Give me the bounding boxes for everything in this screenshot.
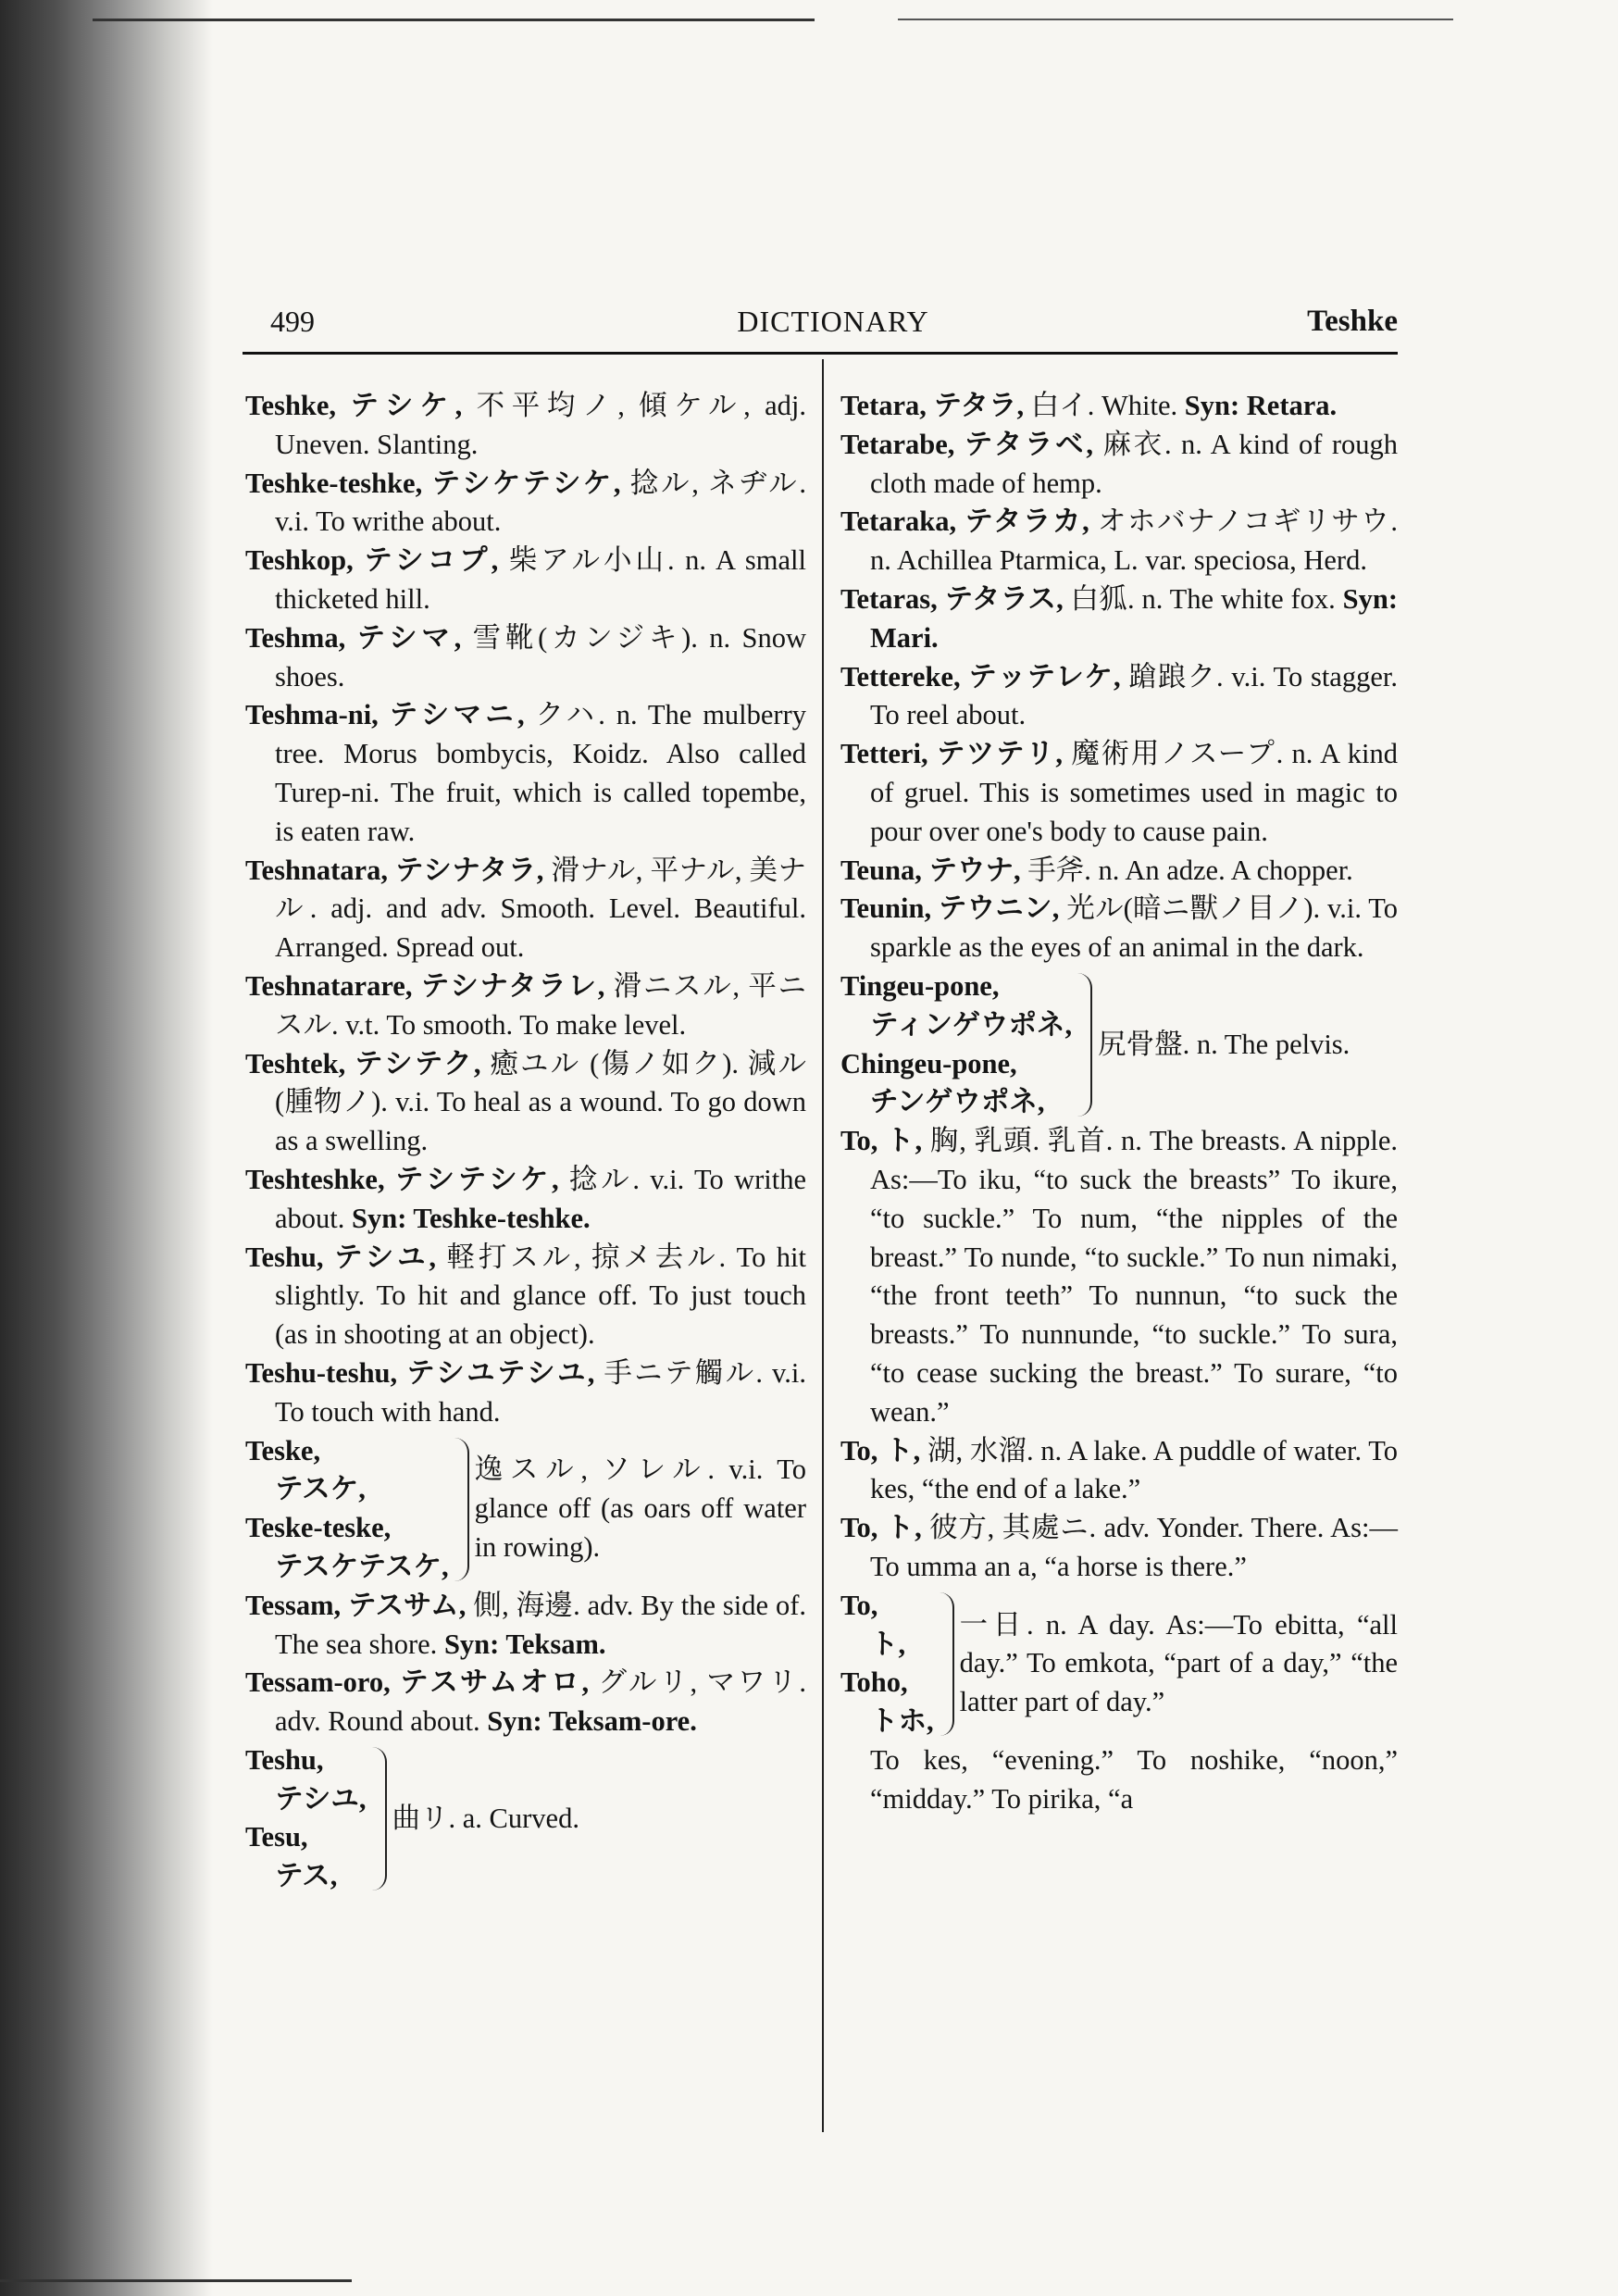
- definition: 蹌踉ク. v.i. To stagger. To reel about.: [870, 660, 1398, 731]
- headword: Tetteri, テツテリ,: [840, 738, 1064, 770]
- definition: 捻ル, ネヂル. v.i. To writhe about.: [275, 467, 806, 538]
- synonym: Teshke-teshke.: [406, 1202, 591, 1234]
- headword: To, ト,: [840, 1434, 921, 1466]
- dictionary-entry: [245, 465, 806, 543]
- headword-kana: トホ,: [870, 1705, 934, 1738]
- page-number: 499: [270, 305, 315, 338]
- dictionary-entry: [245, 967, 806, 1045]
- headword: Teshke, テシケ,: [245, 390, 463, 421]
- definition: 麻衣. n. A kind of rough cloth made of hemp.: [870, 428, 1399, 499]
- headword: Teshteshke, テシテシケ,: [245, 1163, 559, 1195]
- synonym: Teksam.: [499, 1628, 606, 1660]
- synonym: Mari.: [870, 621, 939, 654]
- definition: 一日. n. A day. As:—To ebitta, “all day.” To emkota, “part of a day,” “the latter part of day.”: [959, 1608, 1398, 1718]
- headword: To, ト,: [840, 1512, 922, 1544]
- definition: 雪靴(カンジキ). n. Snow shoes.: [275, 621, 806, 693]
- headword-group: [840, 967, 1072, 1122]
- definition: 滑ニスル, 平ニスル. v.t. To smooth. To make level.: [275, 969, 806, 1041]
- definition: オホバナノコギリサウ. n. Achillea Ptarmica, L. var. speciosa, Herd.: [870, 505, 1399, 577]
- grouped-entry: [245, 1432, 806, 1587]
- definition: 白イ. White.: [1024, 390, 1185, 421]
- dictionary-entry: [840, 580, 1398, 658]
- headword: Tettereke, テッテレケ,: [840, 660, 1121, 693]
- headword-group: [245, 1432, 449, 1587]
- scan-shadow: [0, 0, 213, 2296]
- headword: Tetara, テタラ,: [840, 390, 1025, 421]
- dictionary-entry: [245, 1045, 806, 1161]
- definition: グルリ, マワリ. adv. Round about.: [275, 1666, 807, 1738]
- headword: Tesu,: [245, 1821, 308, 1853]
- headword: To, ト,: [840, 1125, 923, 1157]
- headword: Tessam-oro, テスサムオロ,: [245, 1666, 590, 1699]
- bottom-scan-line: [0, 2279, 352, 2282]
- dictionary-entry: [840, 852, 1398, 891]
- headword: Teshkop, テシコプ,: [245, 544, 499, 577]
- brace: [451, 1438, 469, 1581]
- headword: Tetarabe, テタラベ,: [840, 428, 1094, 460]
- headword: Teshnatara, テシナタラ,: [245, 854, 544, 886]
- dictionary-entry: [245, 542, 806, 619]
- left-column: [245, 387, 806, 1896]
- definition: 癒ユル (傷ノ如ク). 減ル(腫物ノ). v.i. To heal as a wound. To go down as a swelling.: [275, 1047, 806, 1157]
- definition: クハ. n. The mulberry tree. Morus bombycis, Koidz. Also called Turep-ni. The fruit, which is called topembe, is eaten raw.: [275, 699, 806, 847]
- grouped-entry: [245, 1741, 806, 1896]
- headword: Teunin, テウニン,: [840, 892, 1060, 925]
- dictionary-entry: [840, 387, 1398, 426]
- definition: 湖, 水溜. n. A lake. A puddle of water. To kes, “the end of a lake.”: [870, 1434, 1398, 1505]
- definition: 胸, 乳頭. 乳首. n. The breasts. A nipple. As:—To iku, “to suck the breasts” To ikure, “to suckle.” To num, “the nipples of the breast.” To nunde, “to suckle.” To nun nimaki, “the front teeth” To nunnun, “to suck the breasts.” To nunnunde, “to suckle.” To sura, “to cease sucking the breast.” To surare, “to wean.”: [870, 1125, 1398, 1428]
- top-scan-line: [93, 19, 815, 21]
- synonym-label: Syn:: [1184, 390, 1240, 421]
- definition: 曲リ. a. Curved.: [392, 1802, 579, 1834]
- definition: 側, 海邊. adv. By the side of. The sea shore.: [275, 1589, 806, 1660]
- definition: 手斧. n. An adze. A chopper.: [1020, 854, 1353, 886]
- synonym-label: Syn:: [352, 1202, 407, 1234]
- headword: Tetaraka, テタラカ,: [840, 505, 1089, 538]
- guide-word: Teshke: [1307, 305, 1398, 338]
- definition: 魔術用ノスープ. n. A kind of gruel. This is sometimes used in magic to pour over one's body to cause pain.: [870, 738, 1398, 847]
- dictionary-entry: [245, 852, 806, 967]
- definition: 彼方, 其處ニ. adv. Yonder. There. As:—To umma an a, “a horse is there.”: [870, 1512, 1398, 1582]
- headword-kana: チンゲウポネ,: [870, 1086, 1045, 1118]
- header-rule: [243, 352, 1398, 355]
- dictionary-entry: [245, 696, 806, 851]
- headword: Tetaras, テタラス,: [840, 582, 1064, 615]
- dictionary-entry: [245, 619, 806, 697]
- synonym-label: Syn:: [1342, 582, 1398, 615]
- headword: Teshma-ni, テシマニ,: [245, 699, 525, 731]
- headword: Tessam, テスサム,: [245, 1589, 467, 1621]
- synonym: Retara.: [1239, 390, 1338, 421]
- headword: To,: [840, 1589, 878, 1621]
- dictionary-entry: [840, 503, 1398, 580]
- dictionary-entry: [840, 1122, 1398, 1431]
- dictionary-entry: [245, 1354, 806, 1432]
- dictionary-entry: [840, 735, 1398, 851]
- headword-group: [245, 1741, 367, 1896]
- headword: Tingeu-pone,: [840, 969, 1000, 1002]
- headword: Teshma, テシマ,: [245, 621, 462, 654]
- definition: 手ニテ觸ル. v.i. To touch with hand.: [275, 1356, 806, 1428]
- headword-group: [840, 1587, 934, 1741]
- definition: 捻ル. v.i. To writhe about.: [275, 1163, 806, 1234]
- headword-kana: ト,: [870, 1628, 906, 1660]
- synonym-label: Syn:: [487, 1705, 542, 1738]
- dictionary-entry: [840, 890, 1398, 967]
- synonym: Teksam-ore.: [541, 1705, 697, 1738]
- dictionary-entry: [840, 1432, 1398, 1510]
- headword: Teske-teske,: [245, 1512, 392, 1544]
- headword: Teshu,: [245, 1743, 324, 1776]
- dictionary-entry: [245, 387, 806, 465]
- dictionary-entry: [840, 658, 1398, 736]
- headword: Teske,: [245, 1434, 321, 1466]
- headword: Teshnatarare, テシナタラレ,: [245, 969, 605, 1002]
- headword-kana: テシユ,: [275, 1782, 367, 1815]
- headword-kana: ティンゲウポネ,: [870, 1008, 1073, 1041]
- dictionary-entry: [840, 426, 1398, 504]
- headword-kana: テスケテスケ,: [275, 1550, 449, 1582]
- headword: Teshu-teshu, テシユテシユ,: [245, 1356, 595, 1389]
- brace: [368, 1747, 387, 1890]
- definition: 逸スル, ソレル. v.i. To glance off (as oars off water in rowing).: [474, 1454, 806, 1563]
- definition: 白狐. n. The white fox.: [1063, 582, 1343, 615]
- definition: 軽打スル, 掠メ去ル. To hit slightly. To hit and glance off. To just touch (as in shooting at an object).: [275, 1241, 807, 1351]
- continued-text: To kes, “evening.” To noshike, “noon,” “midday.” To pirika, “a: [870, 1743, 1398, 1815]
- dictionary-entry: [245, 1239, 806, 1354]
- definition: 光ル(暗ニ獸ノ目ノ). v.i. To sparkle as the eyes of an animal in the dark.: [870, 892, 1398, 964]
- synonym-label: Syn:: [443, 1628, 500, 1660]
- headword: Teuna, テウナ,: [840, 854, 1021, 886]
- definition: 柴アル小山. n. A small thicketed hill.: [275, 544, 806, 615]
- dictionary-entry: [245, 1161, 806, 1239]
- brace: [936, 1592, 954, 1736]
- headword: Chingeu-pone,: [840, 1047, 1017, 1079]
- brace: [1074, 973, 1092, 1117]
- running-header: [268, 298, 1398, 344]
- headword: Toho,: [840, 1666, 908, 1699]
- headword: Teshtek, テシテク,: [245, 1047, 481, 1079]
- headword: Teshke-teshke, テシケテシケ,: [245, 467, 621, 499]
- definition: 不平均ノ, 傾ケル, adj. Uneven. Slanting.: [275, 390, 806, 460]
- headword-kana: テスケ,: [275, 1473, 366, 1505]
- headword: Teshu, テシユ,: [245, 1241, 437, 1273]
- column-divider: [822, 359, 824, 2132]
- top-scan-line: [898, 19, 1453, 20]
- definition: 尻骨盤. n. The pelvis.: [1098, 1028, 1350, 1060]
- dictionary-entry: [245, 1664, 806, 1741]
- right-column: [840, 387, 1398, 1818]
- definition: 滑ナル, 平ナル, 美ナル. adj. and adv. Smooth. Level. Beautiful. Arranged. Spread out.: [275, 854, 807, 964]
- dictionary-entry: [245, 1587, 806, 1665]
- headword-kana: テス,: [275, 1860, 338, 1892]
- grouped-entry: [840, 967, 1398, 1122]
- grouped-entry: [840, 1587, 1398, 1741]
- page-title: DICTIONARY: [737, 305, 929, 338]
- dictionary-entry: [840, 1509, 1398, 1587]
